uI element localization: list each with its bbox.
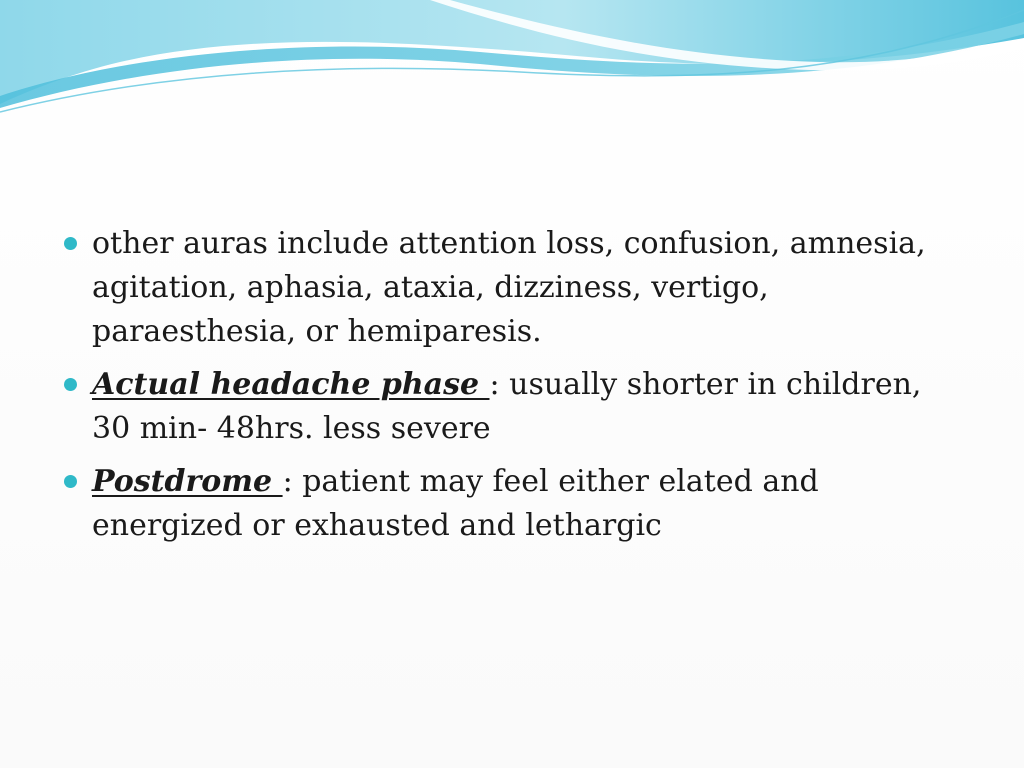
bullet-term: Postdrome (92, 464, 283, 499)
wave-band-main (0, 0, 1024, 104)
bullet-dot-icon (64, 378, 77, 391)
bullet-dot-icon (64, 237, 77, 250)
bullet-item-headache-phase (64, 363, 964, 451)
bullet-text: : usually shorter in children, 30 min- 48hrs. less severe (92, 367, 922, 446)
bullet-item-postdrome (64, 460, 964, 548)
wave-header-decoration (0, 0, 1024, 130)
bullet-item-other-auras (64, 222, 964, 354)
bullet-list (64, 222, 964, 557)
bullet-term: Actual headache phase (92, 367, 490, 402)
bullet-dot-icon (64, 475, 77, 488)
bullet-text: other auras include attention loss, confusion, amnesia, agitation, aphasia, ataxia, dizziness, vertigo, paraesthesia, or hemiparesis. (92, 226, 926, 349)
bullet-text: : patient may feel either elated and energized or exhausted and lethargic (92, 464, 819, 543)
